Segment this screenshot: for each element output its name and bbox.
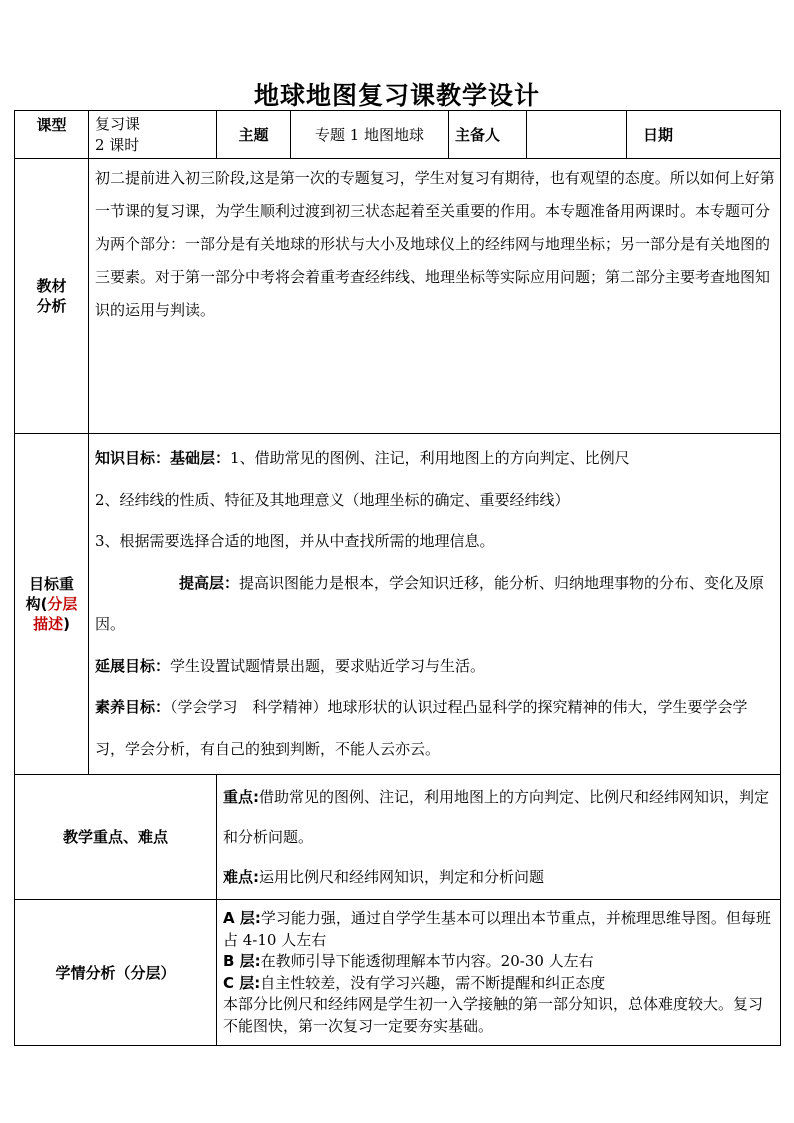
level-b: B 层:在教师引导下能透彻理解本节内容。20-30 人左右 <box>223 952 594 970</box>
goal-literacy: 素养目标：（学会学习 科学精神）地球形状的认识过程凸显科学的探究精神的伟大，学生要学会学习，学会分析，有自己的独到判断，不能人云亦云。 <box>95 698 748 758</box>
page-title: 地球地图复习课教学设计 <box>253 81 540 110</box>
difficult-point-title: 难点: <box>223 868 259 886</box>
goals-row <box>15 434 781 775</box>
knowledge-goal-title: 知识目标： <box>95 449 171 467</box>
analysis-row <box>15 159 781 434</box>
students-row <box>15 900 781 1046</box>
keypoints-content <box>217 775 781 900</box>
preparer-value <box>527 111 627 159</box>
topic-label: 主题 <box>217 111 291 159</box>
keypoints-label: 教学重点、难点 <box>15 775 217 900</box>
analysis-label <box>15 159 89 434</box>
goal-basic-3: 3、根据需要选择合适的地图，并从中查找所需的地理信息。 <box>95 532 495 550</box>
key-point: 重点:借助常见的图例、注记，利用地图上的方向判定、比例尺和经纬网知识，判定和分析问题。 <box>223 788 770 846</box>
type-label: 课型 <box>15 111 89 159</box>
analysis-label-line2: 分析 <box>36 297 67 315</box>
difficult-point: 难点:运用比例尺和经纬网知识，判定和分析问题 <box>223 868 545 886</box>
analysis-label-line1: 教材 <box>36 277 67 295</box>
level-b-title: B 层: <box>223 952 261 970</box>
type-value <box>89 111 217 159</box>
goal-advanced: 提高层：提高识图能力是根本，学会知识迁移，能分析、归纳地理事物的分布、变化及原因。 <box>95 573 765 633</box>
students-label: 学情分析（分层） <box>15 900 217 1046</box>
goal-basic-2: 2、经纬线的性质、特征及其地理意义（地理坐标的确定、重要经纬线） <box>95 490 570 509</box>
goals-content <box>89 434 781 775</box>
date-label-text: 日期 <box>643 126 674 144</box>
students-note: 本部分比例尺和经纬网是学生初一入学接触的第一部分知识，总体难度较大。复习不能图快，第一次复习一定要夯实基础。 <box>223 995 764 1035</box>
goals-label-line3: 描述) <box>33 615 70 633</box>
basic-level-title: 基础层： <box>170 449 231 467</box>
goals-label-red2: 描述 <box>33 615 64 633</box>
goals-label-line2: 构(分层 <box>25 595 78 613</box>
goals-label-line1: 目标重 <box>28 575 74 593</box>
key-point-title: 重点: <box>223 788 259 806</box>
lesson-plan-table <box>14 110 781 1046</box>
goals-label-red1: 分层 <box>47 595 78 613</box>
literacy-goal-title: 素养目标： <box>95 698 171 716</box>
level-c-title: C 层: <box>223 973 261 992</box>
analysis-text: 初二提前进入初三阶段,这是第一次的专题复习，学生对复习有期待，也有观望的态度。所以如何上好第一节课的复习课，为学生顺利过渡到初三状态起着至关重要的作用。本专题准备用两课时。本专题可分为两个部分：一部分是有关地球的形状与大小及地球仪上的经纬网与地理坐标；另一部分是有关地图的三要素。对于第一部分中考将会着重考查经纬线、地理坐标等实际应用问题；第二部分主要考查地图知识的运用与判读。 <box>89 159 781 434</box>
level-c: C 层:自主性较差，没有学习兴趣，需不断提醒和纠正态度 <box>223 973 606 992</box>
type-value-line1: 复习课 <box>95 114 141 133</box>
preparer-label: 主备人 <box>449 111 527 159</box>
advanced-level-title: 提高层： <box>179 573 240 592</box>
topic-value: 专题 1 地图地球 <box>291 111 449 159</box>
extend-goal-title: 延展目标： <box>95 656 171 675</box>
level-a: A 层:学习能力强，通过自学学生基本可以理出本节重点，并梳理思维导图。但每班占 4-10 人左右 <box>223 909 771 949</box>
date-label <box>627 111 781 159</box>
type-value-line2: 2 课时 <box>95 135 140 154</box>
keypoints-row <box>15 775 781 900</box>
header-row <box>15 111 781 159</box>
level-a-title: A 层: <box>223 909 261 927</box>
students-content <box>217 900 781 1046</box>
goal-basic-1: 知识目标：基础层：1、借助常见的图例、注记，利用地图上的方向判定、比例尺 <box>95 449 630 467</box>
goals-label <box>15 434 89 775</box>
goal-extend: 延展目标：学生设置试题情景出题，要求贴近学习与生活。 <box>95 656 486 675</box>
